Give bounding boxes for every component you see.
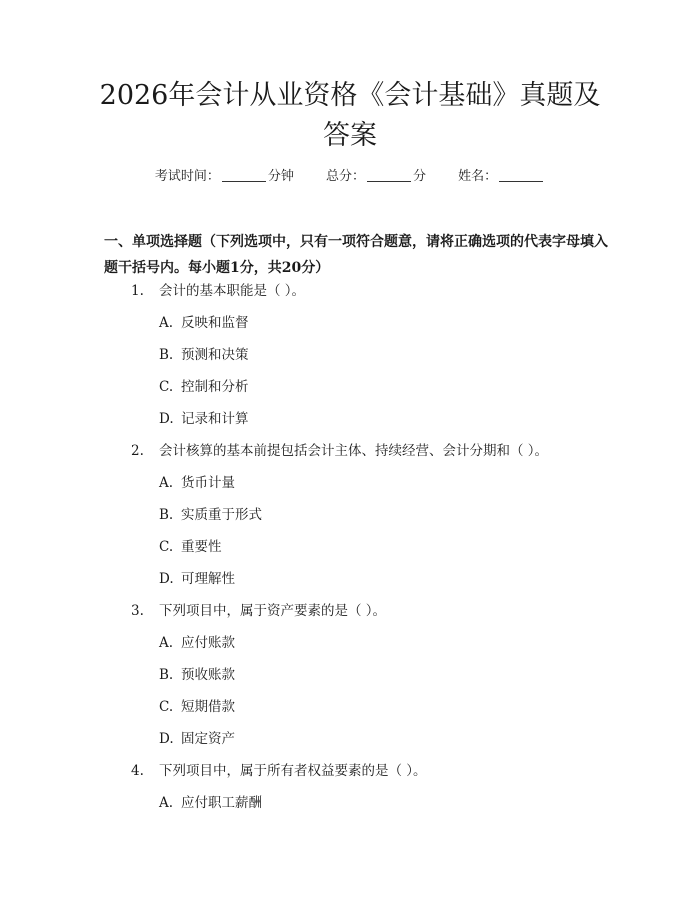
option-text: 货币计量 (181, 475, 235, 491)
option-text: 重要性 (181, 539, 222, 555)
total-score-label: 总分： (325, 169, 365, 184)
exam-info-line (0, 166, 700, 188)
question-list (0, 280, 700, 824)
option-item (0, 312, 700, 344)
question-text: 下列项目中，属于资产要素的是（ ）。 (159, 603, 387, 619)
exam-time-label: 考试时间： (154, 169, 220, 184)
option-text: 应付账款 (181, 635, 235, 651)
option-text: 记录和计算 (181, 411, 249, 427)
option-letter: A. (159, 795, 174, 811)
question-item (0, 760, 700, 792)
option-item (0, 408, 700, 440)
option-letter: D. (159, 411, 174, 427)
option-letter: D. (159, 571, 174, 587)
option-letter: A. (159, 475, 174, 491)
question-text: 下列项目中，属于所有者权益要素的是（ ）。 (159, 763, 427, 779)
name-field (458, 166, 545, 188)
option-item (0, 568, 700, 600)
question-number: 2. (131, 443, 144, 459)
option-text: 预收账款 (181, 667, 235, 683)
option-letter: D. (159, 731, 174, 747)
question-number: 1. (131, 283, 144, 299)
option-text: 应付职工薪酬 (181, 795, 262, 811)
total-score-unit: 分 (413, 169, 427, 184)
option-text: 预测和决策 (181, 347, 249, 363)
question-item (0, 280, 700, 312)
question-item (0, 440, 700, 472)
option-letter: C. (159, 699, 174, 715)
option-letter: C. (159, 539, 174, 555)
question-number: 3. (131, 603, 144, 619)
option-item (0, 344, 700, 376)
option-item (0, 472, 700, 504)
option-letter: A. (159, 315, 174, 331)
exam-time-field (155, 166, 294, 188)
option-item (0, 632, 700, 664)
option-letter: B. (159, 507, 174, 523)
total-score-field (326, 166, 426, 188)
option-letter: A. (159, 635, 174, 651)
option-item (0, 504, 700, 536)
option-item (0, 696, 700, 728)
option-text: 固定资产 (181, 731, 235, 747)
option-text: 控制和分析 (181, 379, 249, 395)
name-blank (499, 167, 543, 182)
document-title: 2026年会计从业资格《会计基础》真题及答案 (99, 80, 601, 151)
exam-time-unit: 分钟 (267, 169, 294, 184)
option-item (0, 728, 700, 760)
option-item (0, 376, 700, 408)
option-item (0, 792, 700, 824)
option-item (0, 536, 700, 568)
question-number: 4. (131, 763, 144, 779)
option-letter: B. (159, 667, 174, 683)
option-text: 可理解性 (181, 571, 235, 587)
question-text: 会计核算的基本前提包括会计主体、持续经营、会计分期和（ ）。 (159, 443, 549, 459)
question-item (0, 600, 700, 632)
exam-time-blank (222, 167, 266, 182)
option-text: 实质重于形式 (181, 507, 262, 523)
option-item (0, 664, 700, 696)
name-label: 姓名： (458, 169, 498, 184)
option-text: 短期借款 (181, 699, 235, 715)
option-text: 反映和监督 (181, 315, 249, 331)
section-heading: 一、单项选择题（下列选项中，只有一项符合题意，请将正确选项的代表字母填入题干括号内。每小题1分，共20分） (104, 234, 608, 276)
option-letter: B. (159, 347, 174, 363)
question-text: 会计的基本职能是（ ）。 (159, 283, 306, 299)
option-letter: C. (159, 379, 174, 395)
total-score-blank (367, 167, 411, 182)
